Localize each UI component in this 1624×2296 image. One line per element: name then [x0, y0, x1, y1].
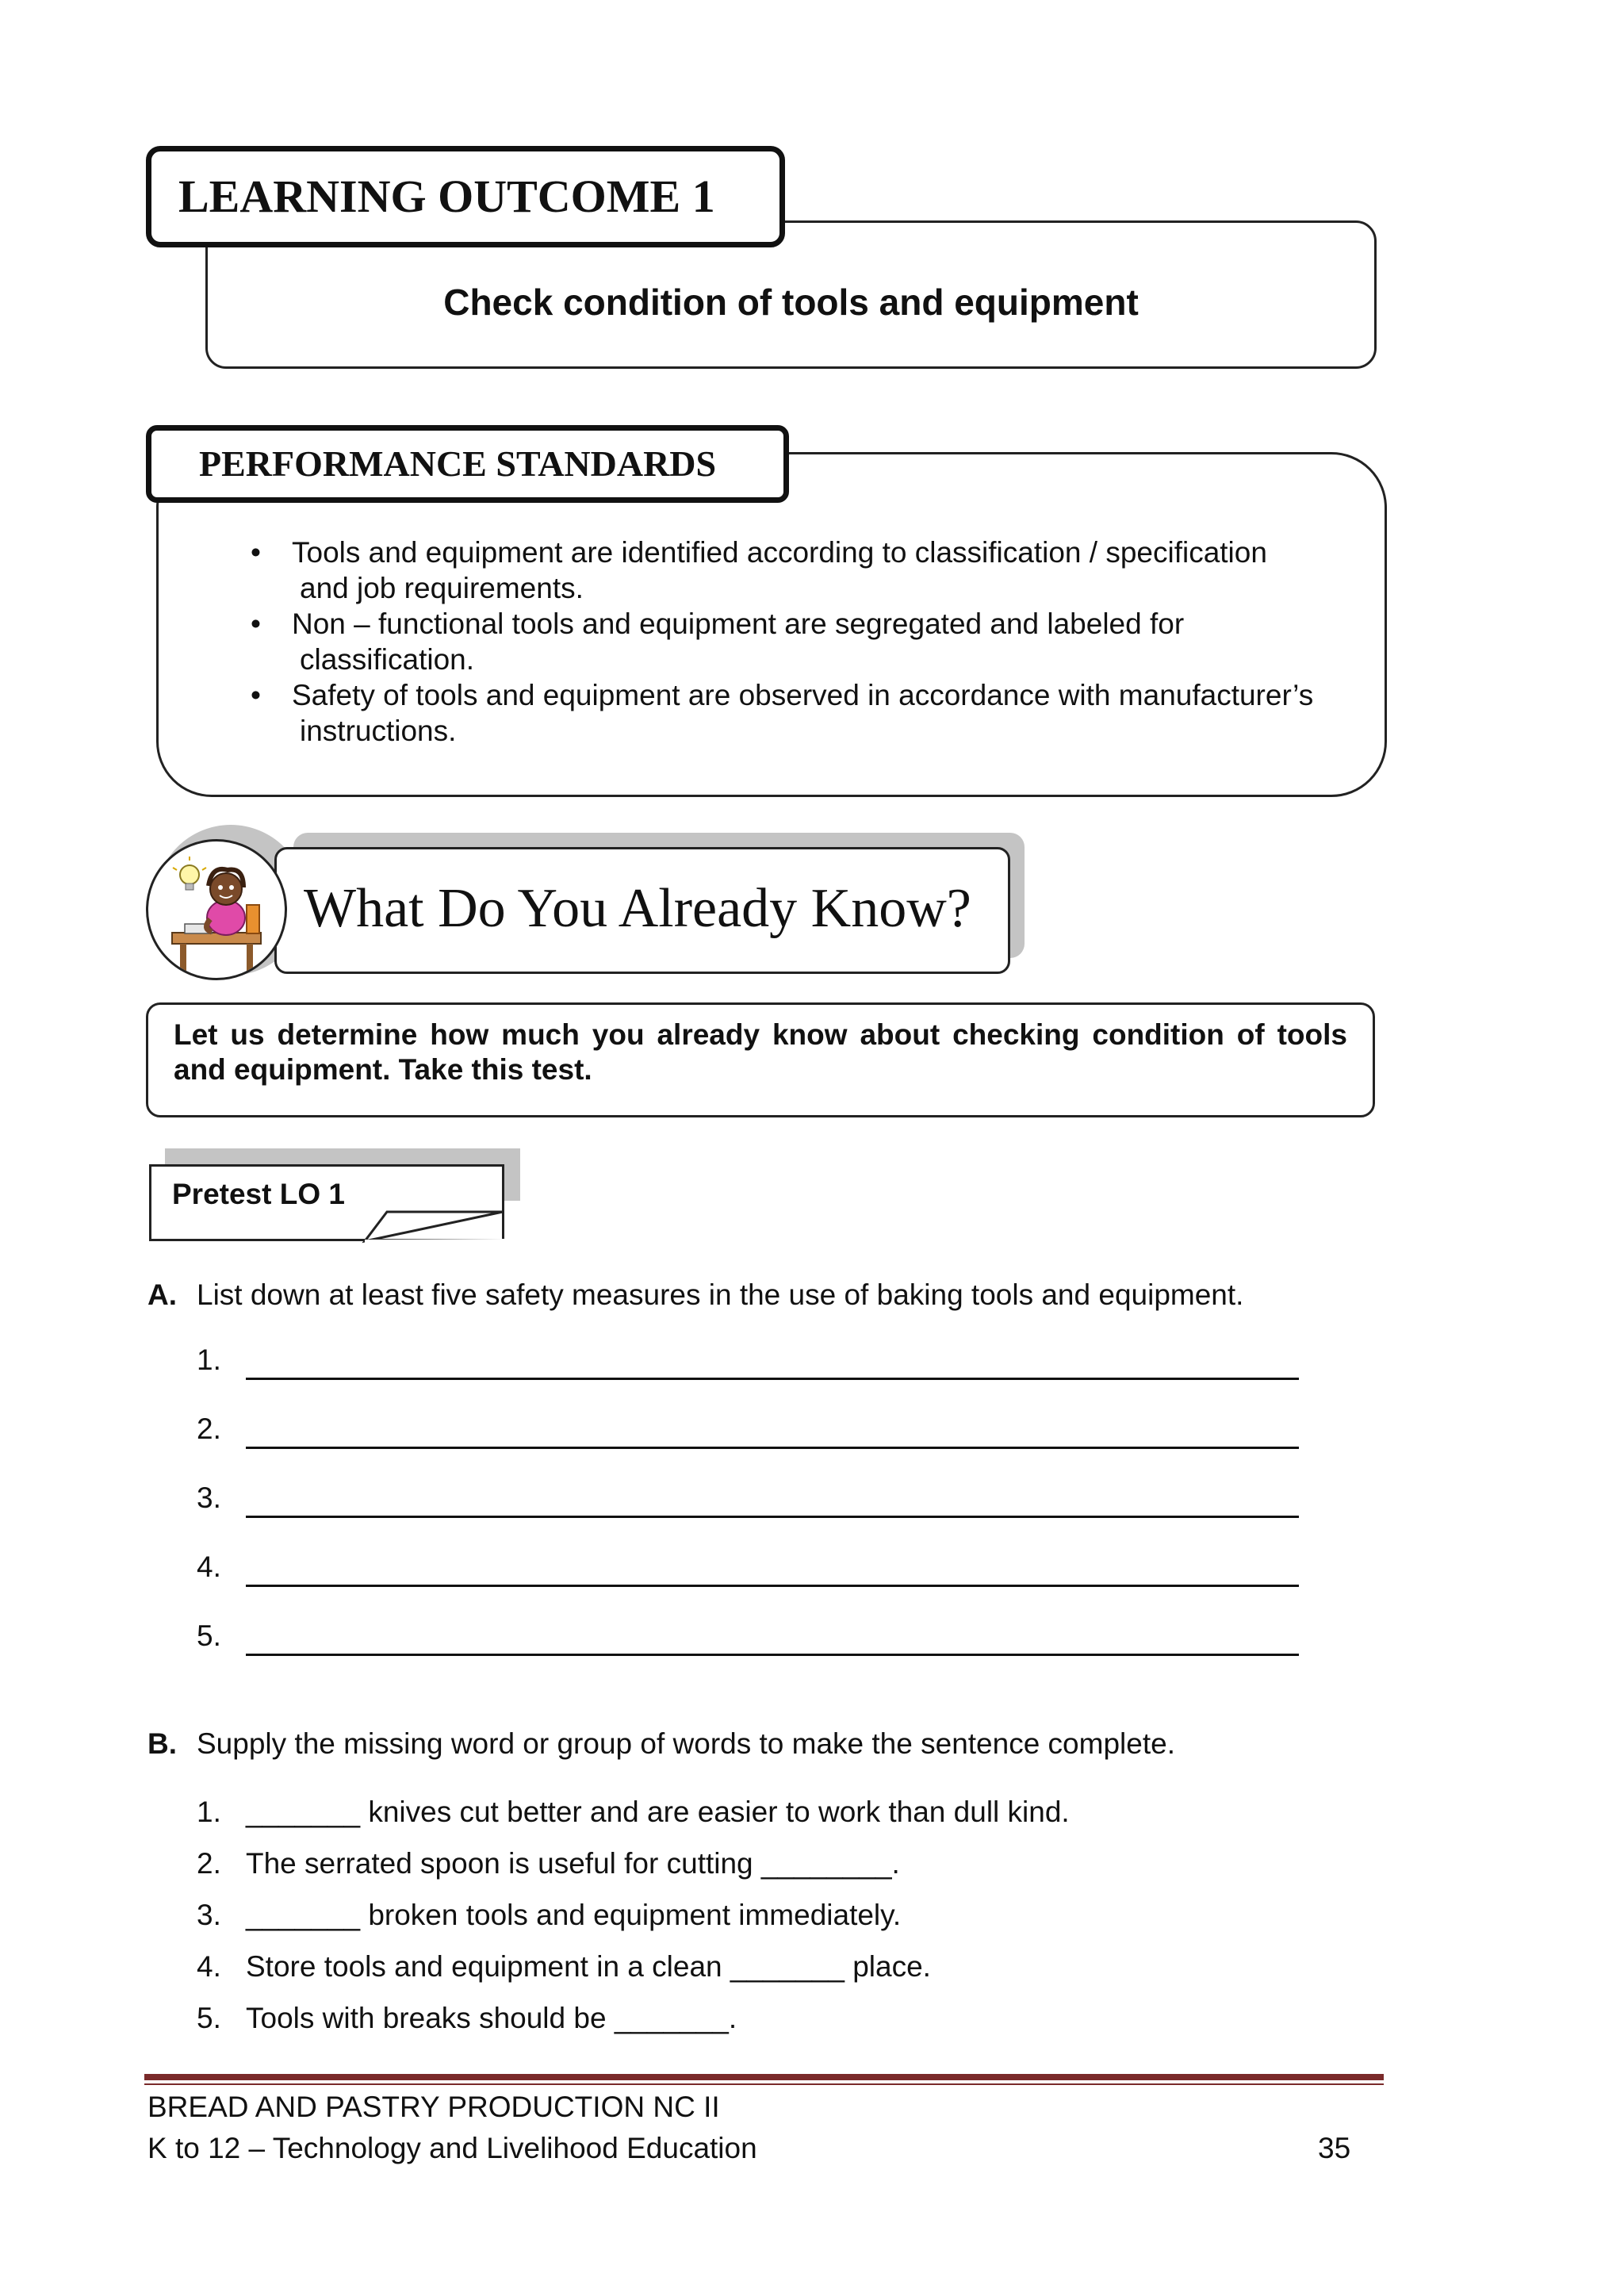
list-item — [246, 535, 1372, 606]
list-item-line: Non – functional tools and equipment are segregated and labeled for — [292, 608, 1185, 640]
answer-line-row — [197, 1539, 1299, 1587]
answer-line-row — [197, 1401, 1299, 1449]
learning-outcome-title: LEARNING OUTCOME 1 — [146, 146, 785, 247]
item-number: 4. — [197, 1550, 221, 1583]
item-number: 5. — [197, 1619, 221, 1652]
page-curl-icon — [149, 1164, 514, 1244]
section-a-instruction: List down at least five safety measures in the use of baking tools and equipment. — [197, 1278, 1244, 1311]
list-item — [197, 1899, 901, 1932]
bullet-icon: • — [251, 679, 261, 711]
answer-line-row — [197, 1608, 1299, 1656]
list-item — [197, 1950, 931, 1984]
pretest-label: Pretest LO 1 — [149, 1164, 504, 1241]
section-a-letter: A. — [147, 1278, 177, 1311]
list-item — [197, 1796, 1070, 1829]
footer-divider-thin — [144, 2083, 1384, 2085]
list-item-line: instructions. — [300, 715, 457, 747]
item-number: 2. — [197, 1847, 221, 1880]
item-text: Store tools and equipment in a clean _______ place. — [246, 1950, 931, 1983]
item-number: 2. — [197, 1412, 221, 1445]
intro-instructions: Let us determine how much you already know about checking condition of tools and equipment. Take this test. — [146, 1002, 1375, 1117]
list-item-line: classification. — [300, 643, 475, 676]
section-a-heading — [147, 1278, 1243, 1312]
item-number: 4. — [197, 1950, 221, 1983]
bullet-icon: • — [251, 608, 261, 640]
answer-blank-line[interactable] — [246, 1378, 1299, 1380]
list-item-line: Tools and equipment are identified according to classification / specification — [292, 536, 1267, 569]
section-b-instruction: Supply the missing word or group of words to make the sentence complete. — [197, 1727, 1175, 1760]
answer-blank-line[interactable] — [246, 1585, 1299, 1587]
answer-line-row — [197, 1332, 1299, 1380]
list-item-line: and job requirements. — [300, 572, 584, 604]
performance-standards-title: PERFORMANCE STANDARDS — [146, 425, 789, 503]
section-b-heading — [147, 1727, 1175, 1761]
performance-standards-list — [246, 535, 1372, 749]
item-number: 5. — [197, 2002, 221, 2034]
student-thinking-icon — [146, 839, 287, 980]
item-text: Tools with breaks should be _______. — [246, 2002, 737, 2034]
answer-blank-line[interactable] — [246, 1516, 1299, 1518]
answer-blank-line[interactable] — [246, 1447, 1299, 1449]
list-item — [197, 2002, 737, 2035]
item-number: 3. — [197, 1481, 221, 1514]
answer-line-row — [197, 1470, 1299, 1518]
bullet-icon: • — [251, 536, 261, 569]
item-text: _______ broken tools and equipment immediately. — [246, 1899, 902, 1931]
list-item — [246, 677, 1372, 749]
item-number: 1. — [197, 1343, 221, 1376]
item-text: _______ knives cut better and are easier to work than dull kind. — [246, 1796, 1070, 1828]
section-b-letter: B. — [147, 1727, 177, 1760]
footer-course-title: BREAD AND PASTRY PRODUCTION NC II — [147, 2091, 720, 2123]
item-number: 1. — [197, 1796, 221, 1828]
list-item — [197, 1847, 900, 1880]
page-number: 35 — [1318, 2132, 1351, 2164]
list-item-line: Safety of tools and equipment are observed in accordance with manufacturer’s — [292, 679, 1314, 711]
section-header-title: What Do You Already Know? — [274, 847, 1010, 974]
footer-divider — [144, 2074, 1384, 2080]
answer-blank-line[interactable] — [246, 1654, 1299, 1656]
footer-program-title: K to 12 – Technology and Livelihood Education — [147, 2132, 757, 2164]
learning-outcome-subtitle: Check condition of tools and equipment — [443, 282, 1139, 323]
item-number: 3. — [197, 1899, 221, 1931]
list-item — [246, 606, 1372, 677]
item-text: The serrated spoon is useful for cutting ________. — [246, 1847, 900, 1880]
